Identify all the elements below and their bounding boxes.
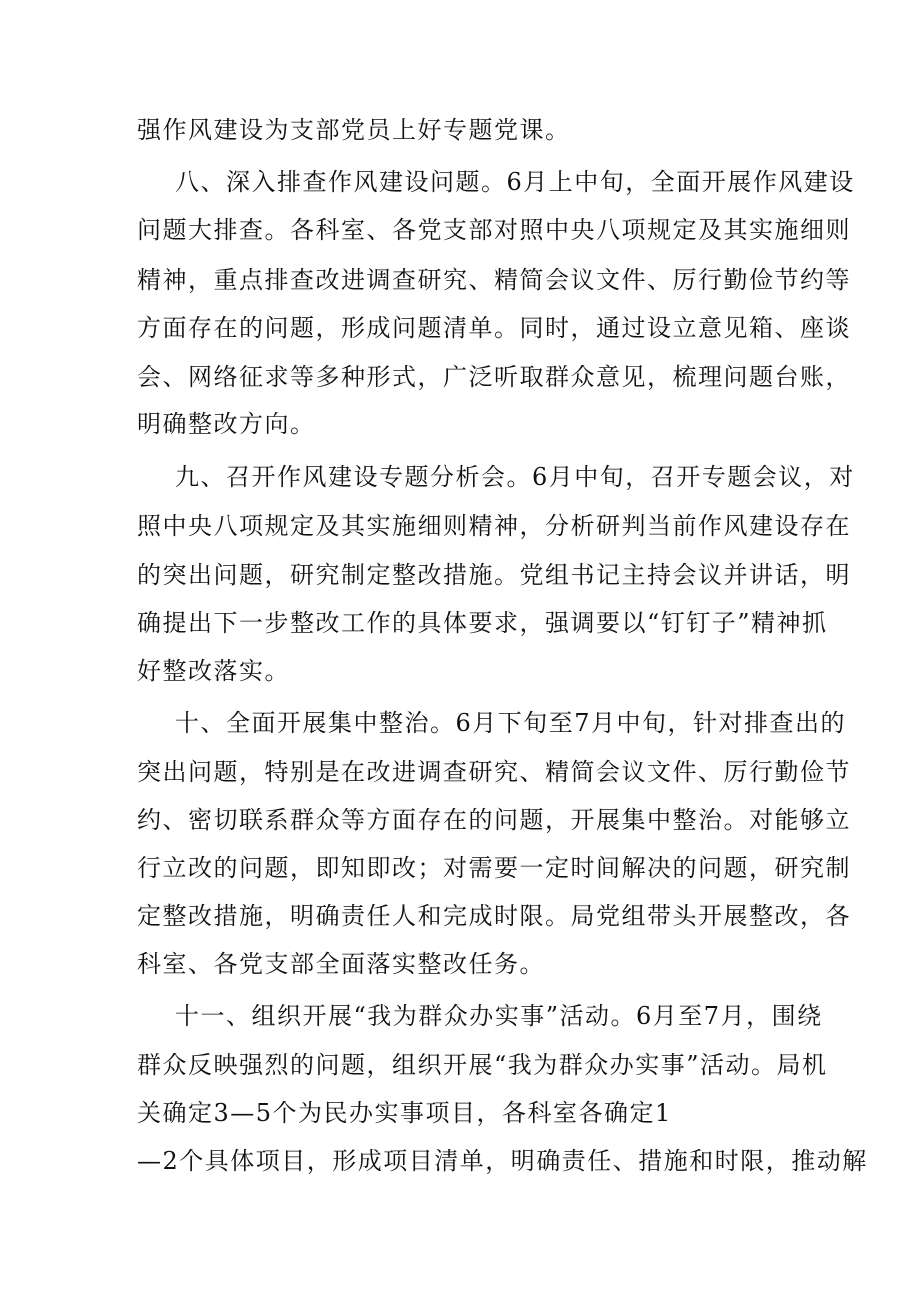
text-line: 确提出下一步整改工作的具体要求，强调要以“钉钉子”精神抓 [137,609,828,637]
text-line: 关确定3—5个为民办实事项目，各科室各确定1 [137,1099,672,1127]
text-line: 的突出问题，研究制定整改措施。党组书记主持会议并讲话，明 [137,561,851,589]
text-line: 问题大排查。各科室、各党支部对照中央八项规定及其实施细则 [137,216,851,244]
text-line: 明确整改方向。 [137,410,316,438]
text-line: 十、全面开展集中整治。6月下旬至7月中旬，针对排查出的 [175,709,847,737]
text-line: 会、网络征求等多种形式，广泛听取群众意见，梳理问题台账， [137,363,851,391]
text-line: 照中央八项规定及其实施细则精神，分析研判当前作风建设存在 [137,512,851,540]
text-line: 好整改落实。 [137,657,290,685]
text-line: 九、召开作风建设专题分析会。6月中旬，召开专题会议，对 [175,463,855,491]
text-line: 十一、组织开展“我为群众办实事”活动。6月至7月，围绕 [175,1002,823,1030]
text-line: 定整改措施，明确责任人和完成时限。局党组带头开展整改，各 [137,902,851,930]
text-line: 精神，重点排查改进调查研究、精简会议文件、厉行勤俭节约等 [137,266,851,294]
text-line: 科室、各党支部全面落实整改任务。 [137,950,545,978]
text-line: 强作风建设为支部党员上好专题党课。 [137,116,571,144]
text-line: 八、深入排查作风建设问题。6月上中旬，全面开展作风建设 [175,168,855,196]
text-line: 突出问题，特别是在改进调查研究、精简会议文件、厉行勤俭节 [137,758,851,786]
text-line: 行立改的问题，即知即改；对需要一定时间解决的问题，研究制 [137,854,851,882]
text-line: 群众反映强烈的问题，组织开展“我为群众办实事”活动。局机 [137,1051,828,1079]
text-line: 约、密切联系群众等方面存在的问题，开展集中整治。对能够立 [137,806,851,834]
text-line: 方面存在的问题，形成问题清单。同时，通过设立意见箱、座谈 [137,314,851,342]
text-line: —2个具体项目，形成项目清单，明确责任、措施和时限，推动解 [137,1147,868,1175]
